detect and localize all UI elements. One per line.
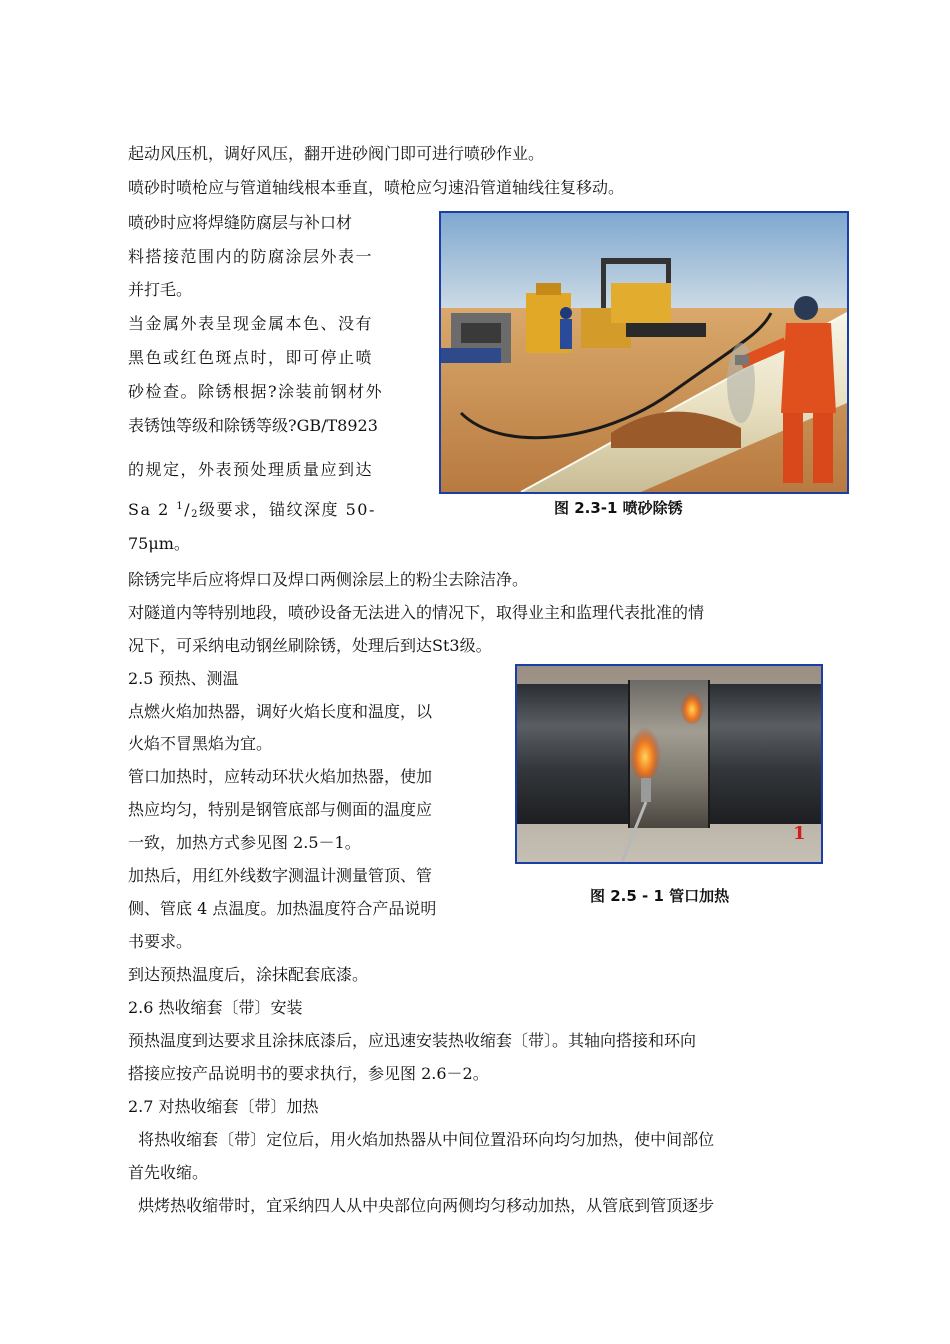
figure-marker-1: 1 <box>793 823 806 844</box>
paragraph-position-line1: 将热收缩套〔带〕定位后，用火焰加热器从中间位置沿环向均匀加热，使中间部位 <box>128 1130 715 1149</box>
pipe-heating-photo <box>515 664 823 864</box>
section-heading-2-7: 2.7 对热收缩套〔带〕加热 <box>128 1097 319 1116</box>
text-span: 喷砂时应将焊缝防腐层与补口材 <box>128 213 353 232</box>
anchor-depth-text: 级要求，锚纹深度 50- <box>199 500 376 519</box>
paragraph-measure-temp-line2: 侧、管底 4 点温度。加热温度符合产品说明 <box>128 899 437 918</box>
paragraph-measure-temp-line3: 书要求。 <box>128 932 193 951</box>
paragraph-rotate-heater-line1: 管口加热时，应转动环状火焰加热器，使加 <box>128 767 433 786</box>
paragraph-nozzle-angle: 喷砂时喷枪应与管道轴线根本垂直，喷枪应匀速沿管道轴线往复移动。 <box>128 178 625 197</box>
sandblasting-photo <box>439 211 849 494</box>
paragraph-ignite-line2: 火焰不冒黑焰为宜。 <box>128 734 273 753</box>
figure-caption-pipe-heating: 图 2.5 - 1 管口加热 <box>590 887 730 905</box>
paragraph-position-line2: 首先收缩。 <box>128 1163 209 1182</box>
paragraph-metal-color-line1: 当金属外表呈现金属本色、没有 <box>128 314 374 333</box>
paragraph-install-line1: 预热温度到达要求且涂抹底漆后，应迅速安装热收缩套〔带〕。其轴向搭接和环向 <box>128 1031 697 1050</box>
section-heading-2-5: 2.5 预热、测温 <box>128 669 239 688</box>
paragraph-metal-color-line5: 的规定，外表预处理质量应到达 <box>128 460 374 479</box>
paragraph-install-line2: 搭接应按产品说明书的要求执行，参见图 2.6－2。 <box>128 1064 489 1083</box>
sandblasting-illustration <box>441 213 847 492</box>
paragraph-ignite-line1: 点燃火焰加热器，调好火焰长度和温度，以 <box>128 702 433 721</box>
paragraph-four-person-line1: 烘烤热收缩带时，宜采纳四人从中央部位向两侧均匀移动加热，从管底到管顶逐步 <box>128 1196 715 1215</box>
paragraph-metal-color-line3: 砂检查。除锈根据?涂装前钢材外 <box>128 382 384 401</box>
paragraph-roughen-line1 <box>128 212 424 234</box>
paragraph-measure-temp-line1: 加热后，用红外线数字测温计测量管顶、管 <box>128 866 433 885</box>
paragraph-roughen-line3: 并打毛。 <box>128 280 193 299</box>
fraction-slash: / <box>184 500 192 519</box>
paragraph-roughen-line2: 料搭接范围内的防腐涂层外表一 <box>128 247 374 266</box>
section-heading-2-6: 2.6 热收缩套〔带〕安装 <box>128 998 303 1017</box>
paragraph-rotate-heater-line3: 一致，加热方式参见图 2.5－1。 <box>128 833 361 852</box>
paragraph-metal-color-line4: 表锈蚀等级和除锈等级?GB/T8923 <box>128 416 378 435</box>
paragraph-metal-color-line6 <box>128 496 376 526</box>
paragraph-tunnel-line1: 对隧道内等特别地段，喷砂设备无法进入的情况下，取得业主和监理代表批准的情 <box>128 603 705 622</box>
fraction-numerator: 1 <box>176 501 185 512</box>
paragraph-tunnel-line2: 况下，可采纳电动钢丝刷除锈，处理后到达St3级。 <box>128 636 492 655</box>
figure-caption-sandblasting: 图 2.3-1 喷砂除锈 <box>554 499 683 517</box>
paragraph-metal-color-line7: 75μm。 <box>128 534 190 553</box>
fraction-denominator: 2 <box>191 509 199 520</box>
pipe-heating-illustration <box>517 666 821 862</box>
paragraph-metal-color-line2: 黑色或红色斑点时，即可停止喷 <box>128 348 374 367</box>
sa-grade-text: Sa 2 <box>128 500 177 519</box>
paragraph-start-compressor: 起动风压机，调好风压，翻开进砂阀门即可进行喷砂作业。 <box>128 144 545 163</box>
paragraph-primer: 到达预热温度后，涂抹配套底漆。 <box>128 965 369 984</box>
paragraph-dust-removal: 除锈完毕后应将焊口及焊口两侧涂层上的粉尘去除洁净。 <box>128 570 529 589</box>
paragraph-rotate-heater-line2: 热应均匀，特别是钢管底部与侧面的温度应 <box>128 800 433 819</box>
